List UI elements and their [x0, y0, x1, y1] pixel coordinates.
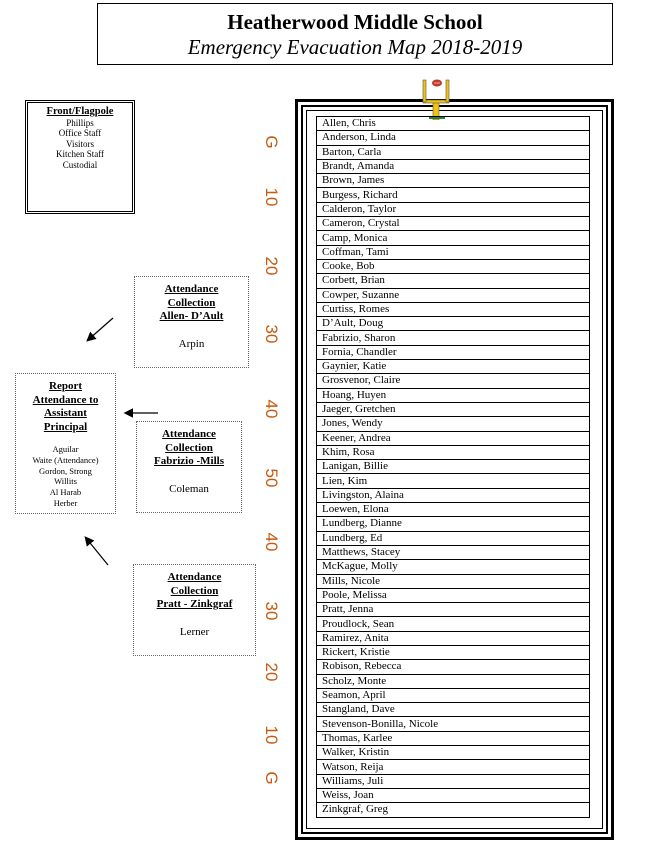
yard-line-label: 40	[262, 399, 281, 419]
staff-name: Barton, Carla	[317, 145, 590, 159]
staff-name: Lundberg, Ed	[317, 531, 590, 545]
table-row	[317, 445, 590, 459]
table-row	[317, 259, 590, 273]
table-row	[317, 674, 590, 688]
staff-name: Stangland, Dave	[317, 703, 590, 717]
table-row	[317, 574, 590, 588]
staff-name: Cooke, Bob	[317, 259, 590, 273]
front-item: Phillips	[66, 117, 94, 128]
report-person: Waite (Attendance)	[32, 454, 99, 465]
attendance-title-line3: Allen- D’Ault	[159, 310, 224, 322]
staff-name: Matthews, Stacey	[317, 545, 590, 559]
staff-name: Zinkgraf, Greg	[317, 803, 590, 817]
title-box	[97, 3, 613, 65]
front-item: Kitchen Staff	[55, 149, 105, 159]
report-title-line: Assistant	[44, 407, 87, 419]
attendance-title-line2: Collection	[167, 296, 216, 309]
table-row	[317, 345, 590, 359]
yard-line-label: 20	[262, 662, 281, 682]
table-row	[317, 560, 590, 574]
table-row	[317, 774, 590, 788]
staff-name: Calderon, Taylor	[317, 202, 590, 216]
staff-name: Jaeger, Gretchen	[317, 402, 590, 416]
staff-name: Anderson, Linda	[317, 131, 590, 145]
table-row	[317, 131, 590, 145]
arrow-icon	[78, 532, 112, 568]
table-row	[317, 117, 590, 131]
staff-name: Cameron, Crystal	[317, 217, 590, 231]
table-row	[317, 603, 590, 617]
staff-name: Robison, Rebecca	[317, 660, 590, 674]
table-row	[317, 145, 590, 159]
yard-line-label: 10	[262, 187, 281, 207]
table-row	[317, 460, 590, 474]
table-row	[317, 803, 590, 817]
table-row	[317, 474, 590, 488]
arrow-icon	[80, 314, 120, 346]
table-row	[317, 531, 590, 545]
yard-line-label: 10	[262, 725, 281, 745]
report-title-line: Attendance to	[32, 393, 99, 406]
front-flagpole-title: Front/Flagpole	[46, 106, 114, 117]
attendance-box-pratt	[133, 564, 256, 656]
table-row	[317, 517, 590, 531]
staff-name: Weiss, Joan	[317, 788, 590, 802]
attendance-title-line3: Pratt - Zinkgraf	[156, 598, 233, 610]
table-row	[317, 617, 590, 631]
staff-name: Rickert, Kristie	[317, 645, 590, 659]
report-person: Al Harab	[49, 487, 82, 498]
front-item: Custodial	[62, 159, 98, 170]
staff-name: Brown, James	[317, 174, 590, 188]
front-item: Visitors	[66, 138, 94, 149]
staff-name: Allen, Chris	[317, 117, 590, 131]
table-row	[317, 688, 590, 702]
table-row	[317, 731, 590, 745]
table-row	[317, 488, 590, 502]
staff-name: Brandt, Amanda	[317, 159, 590, 173]
staff-name: McKague, Molly	[317, 560, 590, 574]
table-row	[317, 503, 590, 517]
table-row	[317, 274, 590, 288]
staff-name: Camp, Monica	[317, 231, 590, 245]
attendance-title-line2: Collection	[165, 441, 213, 454]
staff-name: Burgess, Richard	[317, 188, 590, 202]
table-row	[317, 760, 590, 774]
staff-name: Gaynier, Katie	[317, 360, 590, 374]
report-box	[15, 373, 116, 514]
table-row	[317, 317, 590, 331]
attendance-box-allen	[134, 276, 249, 368]
goal-post-icon	[419, 74, 455, 120]
table-row	[317, 631, 590, 645]
attendance-box-fabrizio	[136, 421, 242, 513]
yard-line-label: 30	[262, 601, 281, 621]
staff-name: D’Ault, Doug	[317, 317, 590, 331]
staff-name: Khim, Rosa	[317, 445, 590, 459]
report-person: Aguilar	[52, 444, 79, 454]
table-row	[317, 331, 590, 345]
school-name: Heatherwood Middle School	[227, 10, 483, 34]
staff-name: Watson, Reija	[317, 760, 590, 774]
attendance-title-line1: Attendance	[164, 283, 219, 295]
staff-name-list	[316, 116, 590, 818]
staff-name: Lien, Kim	[317, 474, 590, 488]
staff-name: Lundberg, Dianne	[317, 517, 590, 531]
yard-line-label: 40	[262, 532, 281, 552]
table-row	[317, 174, 590, 188]
table-row	[317, 746, 590, 760]
front-flagpole-box	[25, 100, 135, 214]
staff-name: Coffman, Tami	[317, 245, 590, 259]
yard-line-label: G	[262, 771, 281, 785]
staff-name: Corbett, Brian	[317, 274, 590, 288]
front-item: Office Staff	[58, 128, 102, 138]
attendance-title-line2: Collection	[170, 584, 219, 597]
staff-name: Grosvenor, Claire	[317, 374, 590, 388]
table-row	[317, 374, 590, 388]
staff-name: Livingston, Alaina	[317, 488, 590, 502]
staff-name: Loewen, Elona	[317, 503, 590, 517]
yard-line-label: 50	[262, 468, 281, 488]
attendance-title-line3: Fabrizio -Mills	[154, 455, 224, 467]
staff-name: Thomas, Karlee	[317, 731, 590, 745]
arrow-icon	[118, 406, 162, 420]
report-person: Gordon, Strong	[39, 465, 92, 476]
table-row	[317, 431, 590, 445]
attendance-person: Coleman	[169, 482, 209, 495]
attendance-person: Arpin	[178, 337, 205, 350]
report-person: Willits	[54, 476, 77, 487]
report-title-line: Principal	[43, 420, 88, 433]
yard-line-label: G	[262, 135, 281, 149]
table-row	[317, 588, 590, 602]
table-row	[317, 202, 590, 216]
staff-name: Ramirez, Anita	[317, 631, 590, 645]
staff-name: Williams, Juli	[317, 774, 590, 788]
table-row	[317, 159, 590, 173]
table-row	[317, 545, 590, 559]
table-row	[317, 360, 590, 374]
table-row	[317, 402, 590, 416]
staff-name: Curtiss, Romes	[317, 302, 590, 316]
table-row	[317, 717, 590, 731]
table-row	[317, 302, 590, 316]
staff-name: Keener, Andrea	[317, 431, 590, 445]
report-title-line: Report	[49, 380, 82, 392]
table-row	[317, 645, 590, 659]
table-row	[317, 245, 590, 259]
table-row	[317, 388, 590, 402]
table-row	[317, 231, 590, 245]
staff-name: Seamon, April	[317, 688, 590, 702]
staff-name: Fornia, Chandler	[317, 345, 590, 359]
table-row	[317, 703, 590, 717]
attendance-person: Lerner	[179, 625, 210, 638]
staff-name: Stevenson-Bonilla, Nicole	[317, 717, 590, 731]
staff-name: Walker, Kristin	[317, 746, 590, 760]
staff-name: Jones, Wendy	[317, 417, 590, 431]
staff-name: Poole, Melissa	[317, 588, 590, 602]
map-subtitle: Emergency Evacuation Map 2018-2019	[187, 35, 523, 59]
table-row	[317, 788, 590, 802]
staff-name: Pratt, Jenna	[317, 603, 590, 617]
staff-name: Fabrizio, Sharon	[317, 331, 590, 345]
staff-name: Hoang, Huyen	[317, 388, 590, 402]
attendance-title-line1: Attendance	[162, 428, 216, 440]
staff-name: Cowper, Suzanne	[317, 288, 590, 302]
yard-line-label: 30	[262, 324, 281, 344]
table-row	[317, 660, 590, 674]
staff-name: Proudlock, Sean	[317, 617, 590, 631]
table-row	[317, 217, 590, 231]
yard-line-label: 20	[262, 256, 281, 276]
staff-name: Scholz, Monte	[317, 674, 590, 688]
table-row	[317, 288, 590, 302]
table-row	[317, 417, 590, 431]
report-person: Herber	[53, 497, 78, 508]
attendance-title-line1: Attendance	[167, 571, 222, 583]
table-row	[317, 188, 590, 202]
staff-name: Mills, Nicole	[317, 574, 590, 588]
staff-name: Lanigan, Billie	[317, 460, 590, 474]
